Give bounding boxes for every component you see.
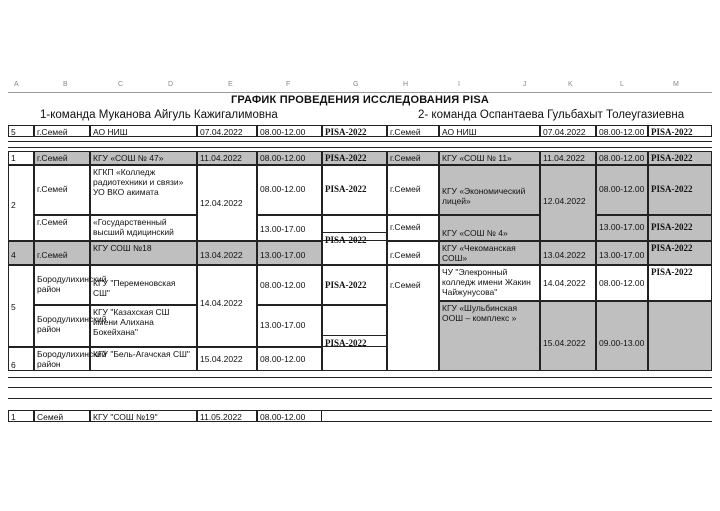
- school-cell: КГКП «Колледж радиотехники и связи» УО ВКО акимата: [90, 165, 197, 215]
- city-cell: г.Семей: [34, 165, 90, 215]
- time-cell: 08.00-12.00: [257, 410, 322, 422]
- col-letter: F: [286, 81, 291, 88]
- time-cell: 08.00-12.00: [257, 347, 322, 371]
- divider: [8, 377, 712, 378]
- date-cell: 07.04.2022: [540, 125, 596, 137]
- time-cell: 08.00-12.00: [596, 125, 648, 137]
- time-cell: 08.00-12.00: [596, 265, 648, 301]
- time-cell: 13.00-17.00: [596, 215, 648, 241]
- pisa-cell-empty: [648, 301, 712, 371]
- school-cell: АО НИШ: [90, 125, 197, 137]
- date-cell: 13.04.2022: [197, 241, 257, 265]
- col-letter: M: [673, 81, 679, 88]
- city-cell: г.Семей: [387, 165, 439, 215]
- pisa-cell: PISA-2022: [648, 165, 712, 215]
- column-letters-header: [8, 80, 712, 93]
- school-cell: КГУ «СОШ № 47»: [90, 151, 197, 165]
- row-number: 6: [8, 347, 34, 371]
- divider: [8, 398, 712, 399]
- col-letter: G: [353, 81, 359, 88]
- city-cell: г.Семей: [34, 125, 90, 137]
- date-cell: 15.04.2022: [197, 347, 257, 371]
- time-cell: 13.00-17.00: [257, 305, 322, 347]
- row-number: 1: [8, 410, 34, 422]
- team2-label: 2- команда Оспантаева Гульбахыт Толеугазиевна: [418, 109, 685, 121]
- col-letter: A: [14, 81, 19, 88]
- time-cell: 08.00-12.00: [257, 151, 322, 165]
- pisa-cell: PISA-2022: [322, 165, 387, 215]
- empty-cell: [322, 410, 712, 422]
- city-cell: г.Семей: [387, 265, 439, 371]
- city-cell: Бородулихинский район: [34, 305, 90, 347]
- date-cell: 14.04.2022: [540, 265, 596, 301]
- school-cell: КГУ СОШ №18: [90, 241, 197, 265]
- time-cell: 08.00-12.00: [257, 165, 322, 215]
- col-letter: J: [523, 81, 527, 88]
- divider: [8, 147, 712, 148]
- page-title: ГРАФИК ПРОВЕДЕНИЯ ИССЛЕДОВАНИЯ PISA: [230, 94, 490, 106]
- time-cell: 08.00-12.00: [596, 165, 648, 215]
- time-cell: 08.00-12.00: [257, 125, 322, 137]
- row-number: 4: [8, 241, 34, 265]
- date-cell: 14.04.2022: [197, 265, 257, 347]
- city-cell: Бородулихинский район: [34, 265, 90, 305]
- date-cell: 07.04.2022: [197, 125, 257, 137]
- row-number: 1: [8, 151, 34, 165]
- school-cell: АО НИШ: [439, 125, 540, 137]
- col-letter: C: [118, 81, 124, 88]
- school-cell: КГУ «СОШ № 4»: [439, 215, 540, 241]
- col-letter: K: [568, 81, 573, 88]
- date-cell: 15.04.2022: [540, 301, 596, 371]
- city-cell: г.Семей: [387, 151, 439, 165]
- city-cell: Бородулихинский район: [34, 347, 90, 371]
- school-cell: «Государственный высший мдицинский: [90, 215, 197, 241]
- school-cell: КГУ «Экономический лицей»: [439, 165, 540, 215]
- time-cell: 13.00-17.00: [257, 215, 322, 241]
- row-number: 5: [8, 125, 34, 137]
- city-cell: г.Семей: [387, 215, 439, 241]
- pisa-cell: PISA-2022: [322, 335, 387, 371]
- date-cell: 13.04.2022: [540, 241, 596, 265]
- date-cell: 11.04.2022: [197, 151, 257, 165]
- date-cell: 12.04.2022: [197, 165, 257, 241]
- pisa-cell: PISA-2022: [322, 232, 387, 265]
- col-letter: E: [228, 81, 233, 88]
- time-cell: 13.00-17.00: [257, 241, 322, 265]
- school-cell: ЧУ "Элекронный колледж имени Жакин Чайжунусова": [439, 265, 540, 301]
- pisa-cell: PISA-2022: [648, 151, 712, 165]
- sheet-tabs-strip: [8, 432, 712, 440]
- col-letter: I: [458, 81, 460, 88]
- city-cell: г.Семей: [34, 151, 90, 165]
- col-letter: H: [403, 81, 409, 88]
- time-cell: 13.00-17.00: [596, 241, 648, 265]
- city-cell: г.Семей: [34, 215, 90, 241]
- col-letter: B: [63, 81, 68, 88]
- pisa-cell: PISA-2022: [648, 265, 712, 301]
- time-cell: 09.00-13.00: [596, 301, 648, 371]
- date-cell: 11.04.2022: [540, 151, 596, 165]
- pisa-cell: PISA-2022: [648, 241, 712, 265]
- divider: [8, 141, 712, 142]
- city-cell: г.Семей: [387, 241, 439, 265]
- col-letter: D: [168, 81, 174, 88]
- school-cell: КГУ "Казахская СШ имени Алихана Бокейхана": [90, 305, 197, 347]
- row-number: 2: [8, 165, 34, 241]
- school-cell: КГУ "СОШ №19": [90, 410, 197, 422]
- school-cell: КГУ "Переменовская СШ": [90, 265, 197, 305]
- school-cell: КГУ "Бель-Агачская СШ": [90, 347, 197, 371]
- date-cell: 12.04.2022: [540, 165, 596, 241]
- team1-label: 1-команда Муканова Айгуль Кажигалимовна: [40, 109, 278, 121]
- school-cell: КГУ «Чекоманская СОШ»: [439, 241, 540, 265]
- pisa-cell: PISA-2022: [322, 265, 387, 305]
- city-cell: г.Семей: [34, 241, 90, 265]
- pisa-cell: PISA-2022: [648, 215, 712, 241]
- pisa-cell: PISA-2022: [322, 151, 387, 165]
- school-cell: КГУ «СОШ № 11»: [439, 151, 540, 165]
- city-cell: г.Семей: [387, 125, 439, 137]
- school-cell: КГУ «Шульбинская ООШ – комплекс »: [439, 301, 540, 371]
- divider: [8, 387, 712, 388]
- col-letter: L: [620, 81, 624, 88]
- date-cell: 11.05.2022: [197, 410, 257, 422]
- pisa-cell: PISA-2022: [648, 125, 712, 137]
- time-cell: 08.00-12.00: [257, 265, 322, 305]
- pisa-cell: PISA-2022: [322, 125, 387, 137]
- time-cell: 08.00-12.00: [596, 151, 648, 165]
- row-number: 5: [8, 265, 34, 347]
- city-cell: Семей: [34, 410, 90, 422]
